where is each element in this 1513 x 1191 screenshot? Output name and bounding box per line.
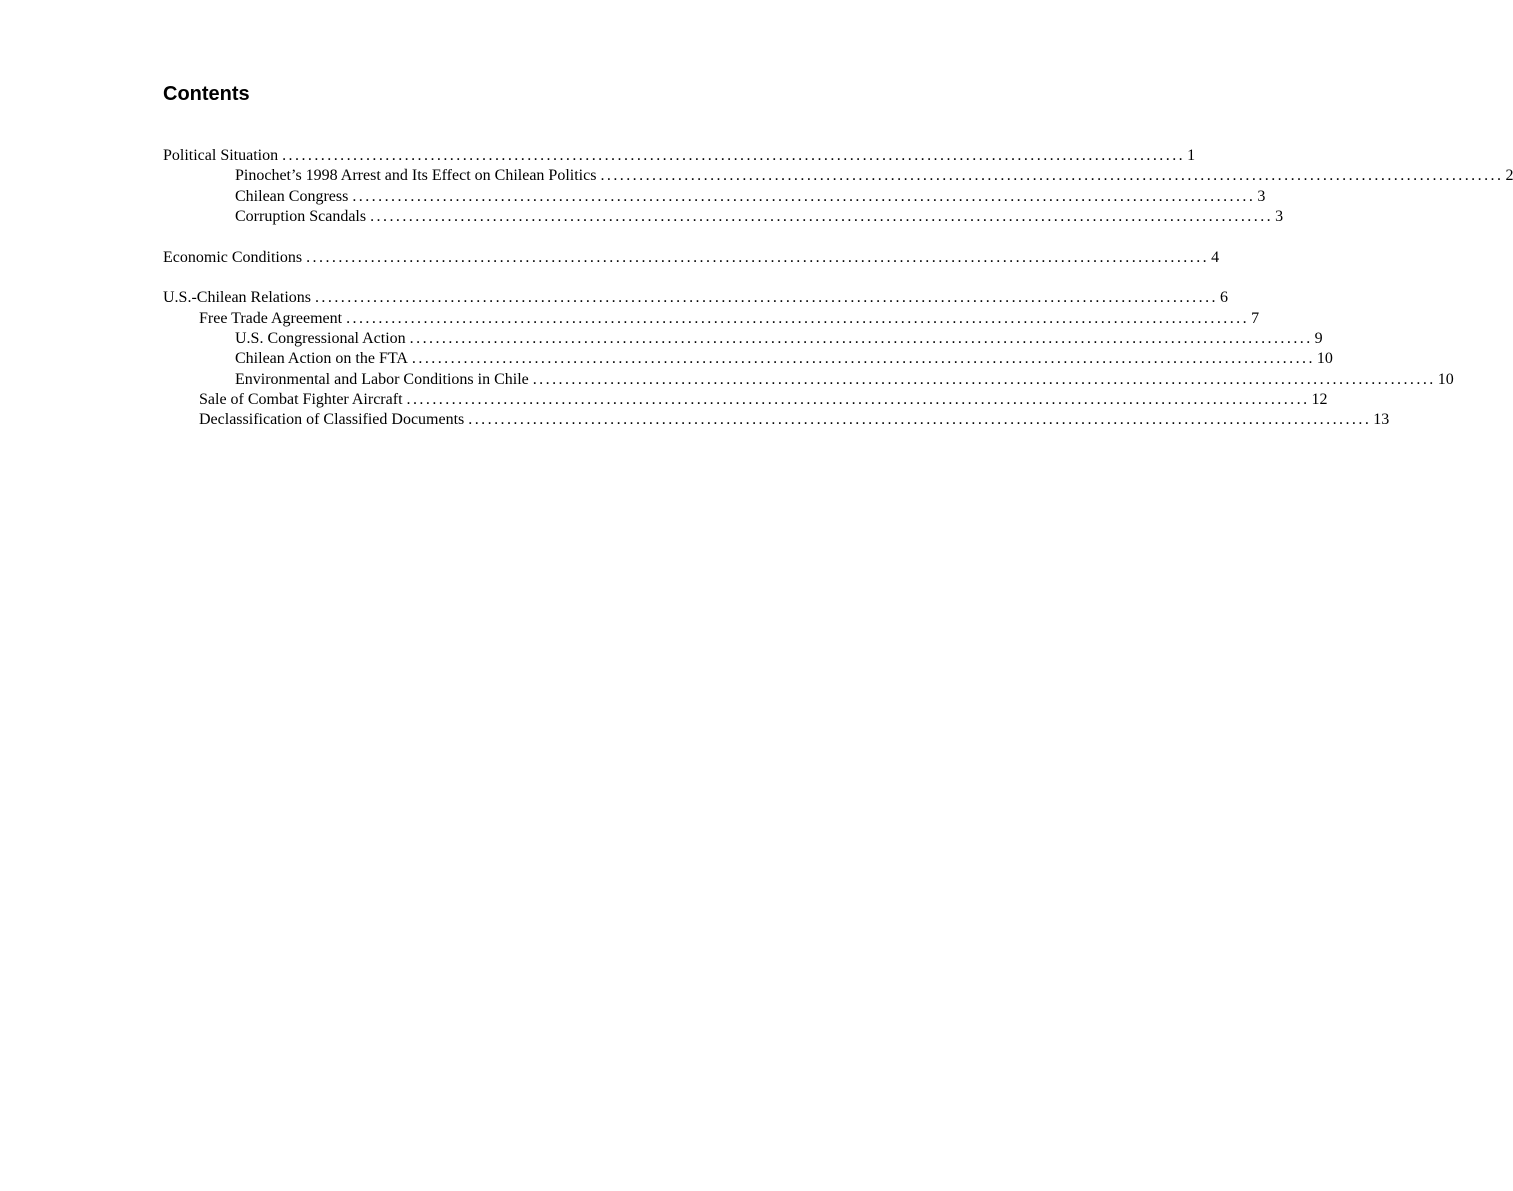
toc-entry-title: Declassification of Classified Documents <box>199 411 465 429</box>
toc-entry-page: 10 <box>1437 370 1454 388</box>
toc-entry-page: 10 <box>1316 350 1333 368</box>
toc-entry-page: 6 <box>1219 289 1228 307</box>
toc-entry-page: 9 <box>1314 330 1323 348</box>
dot-leader: ............................................................................................................................................ <box>532 370 1436 388</box>
toc-entry-title: U.S. Congressional Action <box>235 330 406 348</box>
toc-entry-title: Sale of Combat Fighter Aircraft <box>199 390 403 408</box>
toc-entry-title: Pinochet’s 1998 Arrest and Its Effect on Chilean Politics <box>235 167 597 185</box>
toc-entry-title: U.S.-Chilean Relations <box>163 289 311 307</box>
toc-entry[interactable] <box>163 370 1454 390</box>
toc-entry-title: Chilean Action on the FTA <box>235 350 408 368</box>
toc-group-economic <box>163 248 1220 268</box>
toc-entry[interactable] <box>163 146 1196 166</box>
toc-entry[interactable] <box>163 187 1266 207</box>
dot-leader: ............................................................................................................................................ <box>411 350 1315 368</box>
toc-entry-page: 7 <box>1251 309 1260 327</box>
toc-group-political <box>163 146 1513 227</box>
toc-entry-title: Corruption Scandals <box>235 207 367 225</box>
toc-group-relations <box>163 288 1454 430</box>
toc-entry-title: Environmental and Labor Conditions in Chile <box>235 370 529 388</box>
dot-leader: ............................................................................................................................................ <box>346 309 1250 327</box>
dot-leader: ............................................................................................................................................ <box>370 207 1274 225</box>
toc-entry[interactable] <box>163 288 1228 308</box>
toc-entry[interactable] <box>163 390 1328 410</box>
toc-entry[interactable] <box>163 309 1260 329</box>
toc-entry-page: 12 <box>1311 390 1328 408</box>
dot-leader: ............................................................................................................................................ <box>600 167 1504 185</box>
toc-entry[interactable] <box>163 329 1323 349</box>
dot-leader: ............................................................................................................................................ <box>409 330 1313 348</box>
toc-entry-title: Free Trade Agreement <box>199 309 343 327</box>
dot-leader: ............................................................................................................................................ <box>314 289 1218 307</box>
contents-heading: Contents <box>163 83 250 105</box>
table-of-contents <box>163 146 1513 451</box>
toc-entry-page: 3 <box>1275 207 1284 225</box>
toc-entry[interactable] <box>163 207 1284 227</box>
dot-leader: ............................................................................................................................................ <box>282 147 1186 164</box>
dot-leader: ............................................................................................................................................ <box>468 411 1372 429</box>
toc-entry-page: 13 <box>1373 411 1390 429</box>
toc-entry-page: 2 <box>1505 167 1513 185</box>
toc-entry-page: 4 <box>1211 248 1220 266</box>
toc-entry[interactable] <box>163 349 1333 369</box>
dot-leader: ............................................................................................................................................ <box>306 248 1210 266</box>
toc-entry-title: Economic Conditions <box>163 248 303 266</box>
toc-entry-page: 3 <box>1257 187 1266 205</box>
dot-leader: ............................................................................................................................................ <box>352 187 1256 205</box>
toc-entry-title: Political Situation <box>163 147 279 164</box>
toc-entry[interactable] <box>163 248 1220 268</box>
dot-leader: ............................................................................................................................................ <box>406 390 1310 408</box>
toc-entry-page: 1 <box>1187 147 1196 164</box>
toc-entry[interactable] <box>163 410 1390 430</box>
toc-entry[interactable] <box>163 166 1513 186</box>
toc-entry-title: Chilean Congress <box>235 187 349 205</box>
